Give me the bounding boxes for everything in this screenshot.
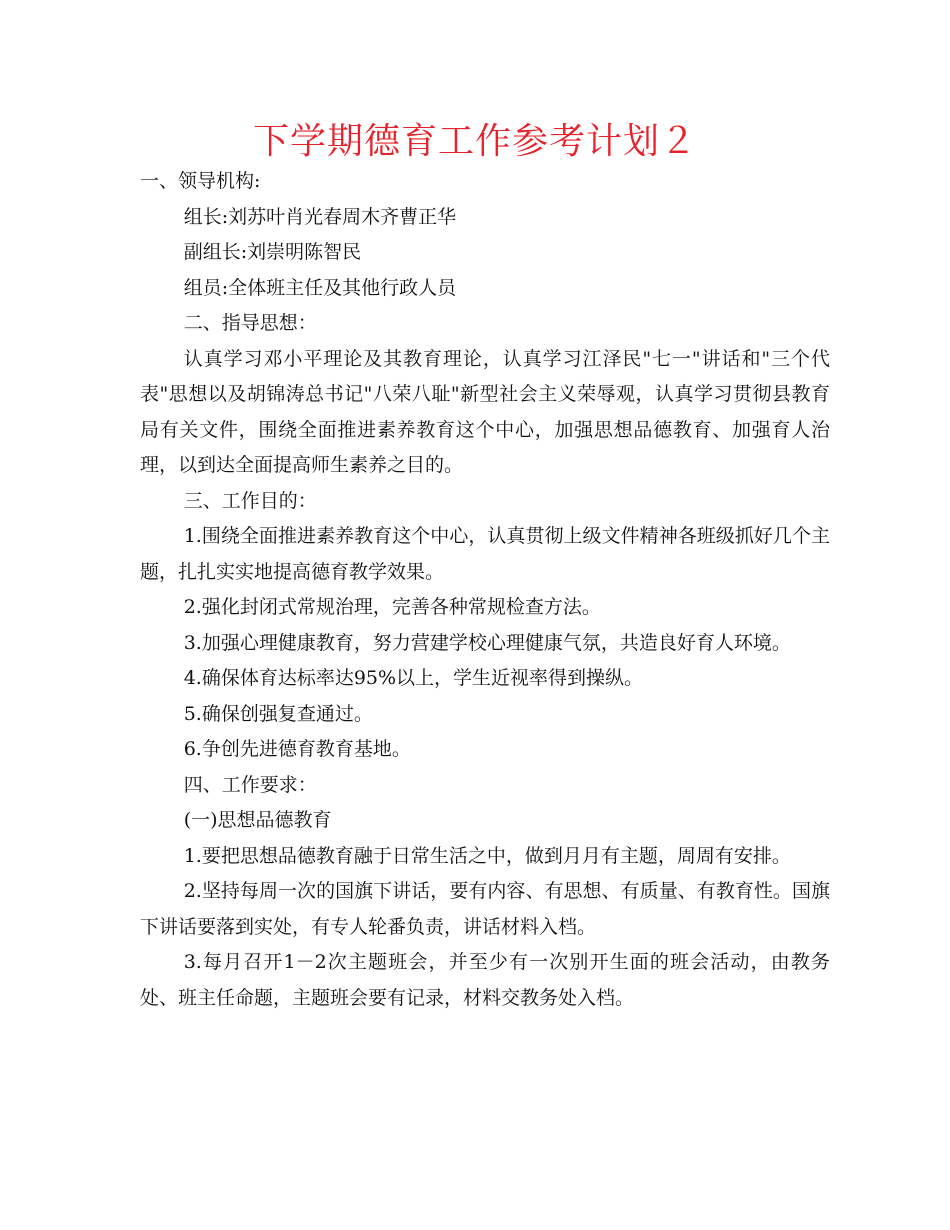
paragraph-leader: 组长:刘苏叶肖光春周木齐曹正华	[183, 205, 457, 228]
paragraph-members: 组员:全体班主任及其他行政人员	[183, 276, 457, 299]
list-item: 2.坚持每周一次的国旗下讲话，要有内容、有思想、有质量、有教育性。国旗下讲话要落到实处，有专人轮番负责，讲话材料入档。	[140, 880, 830, 938]
section-heading-guiding-thought: 二、指导思想：	[183, 312, 317, 334]
list-item: 4.确保体育达标率达95%以上，学生近视率得到操纵。	[183, 667, 644, 689]
document-title: 下学期德育工作参考计划２	[252, 121, 697, 162]
list-item: 1.要把思想品德教育融于日常生活之中，做到月月有主题，周周有安排。	[183, 844, 791, 867]
document-body	[140, 164, 830, 1016]
subsection-heading-moral-education: (一)思想品德教育	[183, 809, 332, 831]
section-heading-work-goals: 三、工作目的：	[183, 489, 317, 512]
list-item: 3.加强心理健康教育，努力营建学校心理健康气氛，共造良好育人环境。	[183, 631, 791, 654]
list-item: 1.围绕全面推进素养教育这个中心，认真贯彻上级文件精神各班级抓好几个主题，扎扎实实地提高德育教学效果。	[140, 525, 830, 583]
paragraph-vice-leader: 副组长:刘崇明陈智民	[183, 241, 362, 263]
paragraph-guiding-thought: 认真学习邓小平理论及其教育理论，认真学习江泽民"七一"讲话和"三个代表"思想以及胡锦涛总书记"八荣八耻"新型社会主义荣辱观，认真学习贯彻县教育局有关文件，围绕全面推进素养教育这个中心，加强思想品德教育、加强育人治理，以到达全面提高师生素养之目的。	[140, 347, 830, 476]
list-item: 5.确保创强复查通过。	[183, 702, 373, 725]
section-heading-leadership: 一、领导机构:	[140, 170, 261, 192]
section-heading-work-requirements: 四、工作要求：	[183, 773, 317, 796]
list-item: 3.每月召开1－2次主题班会，并至少有一次别开生面的班会活动，由教务处、班主任命题，主题班会要有记录，材料交教务处入档。	[140, 951, 830, 1009]
list-item: 2.强化封闭式常规治理，完善各种常规检查方法。	[183, 596, 601, 618]
list-item: 6.争创先进德育教育基地。	[183, 738, 411, 760]
